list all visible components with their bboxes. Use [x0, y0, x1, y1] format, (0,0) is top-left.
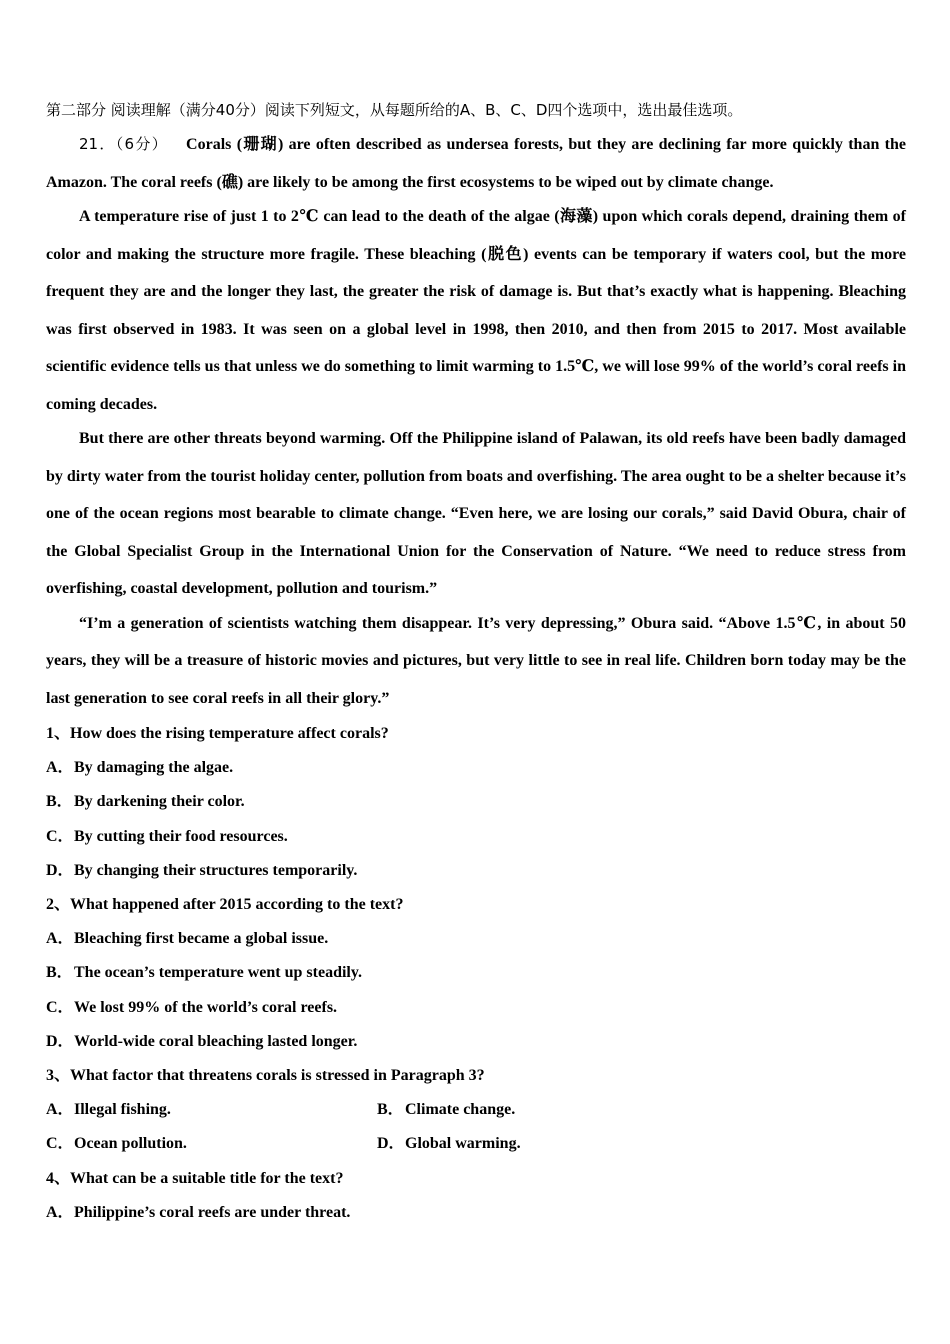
passage-paragraph-2: A temperature rise of just 1 to 2℃ can lead to the death of the algae (海藻) upon which corals depend, draining them of color and making the structure more fragile. These bleaching (脱色) events can be temporary if waters cool, but the more frequent they are and the longer they last, the greater the risk of damage is. But that’s exactly what is happening. Bleaching was first observed in 1983. It was seen on a global level in 1998, then 2010, and then from 2015 to 2017. Most available scientific evidence tells us that unless we do something to limit warming to 1.5℃, we will lose 99% of the world’s coral reefs in coming decades.	[46, 208, 906, 413]
option-letter: B．	[377, 1101, 404, 1119]
option-letter: B．	[46, 793, 73, 811]
question-stem-4: 4、What can be a suitable title for the text?	[46, 1169, 344, 1187]
option-letter: A．	[46, 1101, 74, 1119]
option-text: We lost 99% of the world’s coral reefs.	[74, 998, 338, 1016]
option-text: The ocean’s temperature went up steadily.	[74, 964, 362, 982]
option-text: By changing their structures temporarily.	[74, 861, 358, 879]
option-2c[interactable]	[46, 991, 906, 1025]
option-1a[interactable]	[46, 751, 906, 785]
passage-paragraph-3: But there are other threats beyond warming. Off the Philippine island of Palawan, its old reefs have been badly damaged by dirty water from the tourist holiday center, pollution from boats and overfishing. The area ought to be a shelter because it’s one of the ocean regions most bearable to climate change. “Even here, we are losing our corals,” said David Obura, chair of the Global Specialist Group in the International Union for the Conservation of Nature. “We need to reduce stress from overfishing, coastal development, pollution and tourism.”	[46, 430, 906, 597]
option-1d[interactable]	[46, 854, 906, 888]
question-number: 21．（6分）	[79, 135, 169, 153]
option-letter: C．	[46, 998, 74, 1016]
option-text: Ocean pollution.	[74, 1135, 187, 1153]
option-4a[interactable]	[46, 1196, 906, 1230]
option-letter: D．	[377, 1135, 405, 1153]
option-letter: A．	[46, 759, 74, 777]
option-text: Global warming.	[405, 1135, 521, 1153]
option-3c[interactable]	[46, 1127, 377, 1161]
question-list	[46, 717, 906, 1230]
option-1c[interactable]	[46, 820, 906, 854]
option-letter: A．	[46, 1203, 74, 1221]
passage-paragraph-1	[46, 126, 906, 201]
question-stem-1: 1、How does the rising temperature affect corals?	[46, 725, 389, 742]
option-3a[interactable]	[46, 1093, 377, 1127]
option-2a[interactable]	[46, 922, 906, 956]
option-3b[interactable]	[377, 1093, 708, 1127]
option-3d[interactable]	[377, 1127, 708, 1161]
paragraph-text: Corals (珊瑚) are often described as undersea forests, but they are declining far more quickly than the Amazon. The coral reefs (礁) are likely to be among the first ecosystems to be wiped out by climate change.	[46, 136, 906, 191]
passage-paragraph-4: “I’m a generation of scientists watching them disappear. It’s very depressing,” Obura said. “Above 1.5℃, in about 50 years, they will be a treasure of historic movies and pictures, but very little to see in real life. Children born today may be the last generation to see coral reefs in all their glory.”	[46, 614, 906, 707]
question-stem-3: 3、What factor that threatens corals is stressed in Paragraph 3?	[46, 1067, 485, 1085]
option-letter: D．	[46, 861, 74, 879]
option-text: Philippine’s coral reefs are under threat.	[74, 1203, 351, 1221]
option-1b[interactable]	[46, 785, 906, 819]
option-text: Illegal fishing.	[74, 1101, 171, 1119]
option-letter: B．	[46, 964, 73, 982]
option-2d[interactable]	[46, 1025, 906, 1059]
option-letter: D．	[46, 1032, 74, 1050]
document-page	[46, 100, 906, 1230]
section-title: 第二部分 阅读理解（满分40分）阅读下列短文，从每题所给的A、B、C、D四个选项中，选出最佳选项。	[46, 101, 743, 119]
option-text: By cutting their food resources.	[74, 827, 288, 845]
option-text: World-wide coral bleaching lasted longer.	[74, 1032, 358, 1050]
option-letter: C．	[46, 1135, 74, 1153]
option-letter: A．	[46, 930, 74, 948]
option-row	[46, 1093, 906, 1127]
option-text: By damaging the algae.	[74, 759, 234, 777]
option-text: Bleaching first became a global issue.	[74, 930, 329, 948]
option-letter: C．	[46, 827, 74, 845]
option-2b[interactable]	[46, 956, 906, 990]
option-text: By darkening their color.	[74, 793, 245, 811]
option-row	[46, 1127, 906, 1161]
question-stem-2: 2、What happened after 2015 according to the text?	[46, 896, 404, 914]
option-text: Climate change.	[405, 1101, 516, 1119]
